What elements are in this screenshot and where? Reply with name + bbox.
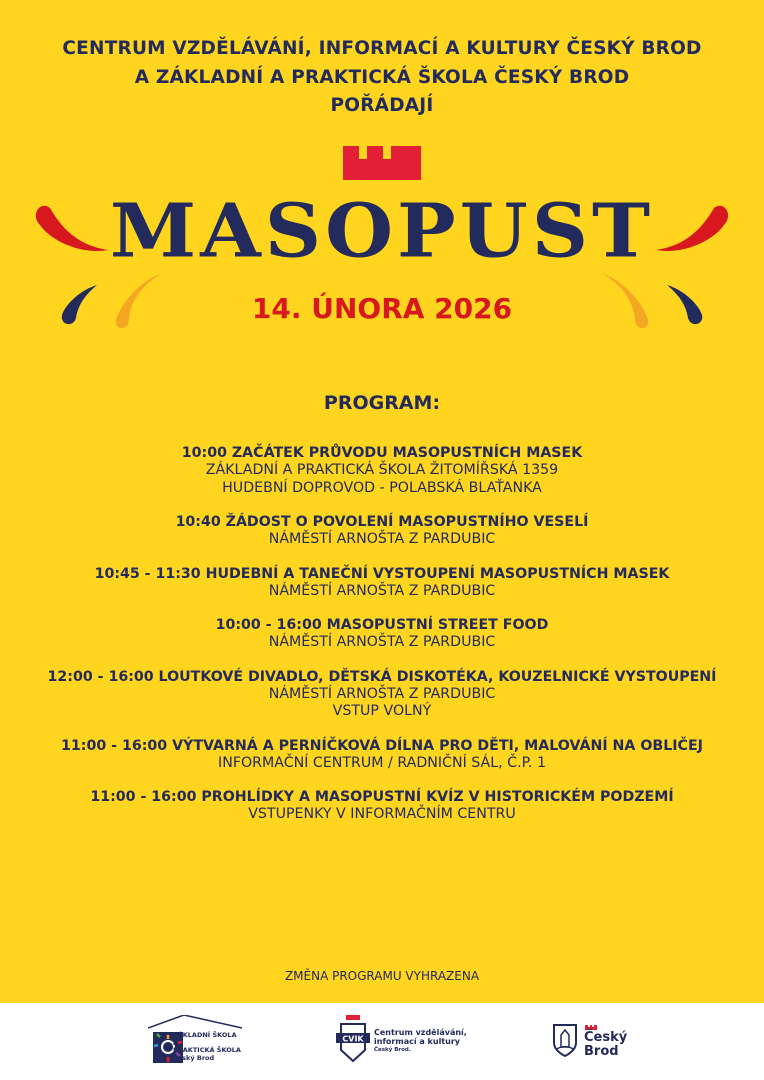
program-list <box>0 444 764 840</box>
program-item-detail: HUDEBNÍ DOPROVOD - POLABSKÁ BLAŤANKA <box>222 479 542 496</box>
program-change-note: ZMĚNA PROGRAMU VYHRAZENA <box>284 969 480 983</box>
program-item-title: 10:00 - 16:00 MASOPUSTNÍ STREET FOOD <box>215 617 549 633</box>
organizers-header <box>0 35 764 121</box>
program-item-title: 11:00 - 16:00 PROHLÍDKY A MASOPUSTNÍ KVÍZ V HISTORICKÉM PODZEMÍ <box>90 789 674 805</box>
program-item-title: 10:45 - 11:30 HUDEBNÍ A TANEČNÍ VYSTOUPENÍ MASOPUSTNÍCH MASEK <box>94 565 670 582</box>
program-item-detail: ZÁKLADNÍ A PRAKTICKÁ ŠKOLA ŽITOMÍŘSKÁ 1359 <box>205 462 559 478</box>
program-item-detail: VSTUPENKY V INFORMAČNÍM CENTRU <box>248 806 516 822</box>
program-item-title: 10:00 ZAČÁTEK PRŮVODU MASOPUSTNÍCH MASEK <box>181 445 583 461</box>
program-item-detail: NÁMĚSTÍ ARNOŠTA Z PARDUBIC <box>268 685 496 702</box>
program-item <box>0 565 764 601</box>
program-item-title: 10:40 ŽÁDOST O POVOLENÍ MASOPUSTNÍHO VESELÍ <box>175 514 589 530</box>
program-item-detail: VSTUP VOLNÝ <box>332 703 432 719</box>
program-item-title: 11:00 - 16:00 VÝTVARNÁ A PERNÍČKOVÁ DÍLNA PRO DĚTI, MALOVÁNÍ NA OBLIČEJ <box>61 737 703 754</box>
program-item <box>0 737 764 773</box>
cvik-shield-icon <box>336 1015 370 1063</box>
footer-logos: ZÁKLADNÍ ŠKOLA a PRAKTICKÁ ŠKOLA Český Brod CVIK Centrum vzdělávání, informací a kultury Český Brod. Český Brod <box>0 1003 764 1080</box>
program-item <box>0 668 764 721</box>
program-item-detail: INFORMAČNÍ CENTRUM / RADNIČNÍ SÁL, Č.P. 1 <box>218 754 546 771</box>
program-item-detail: NÁMĚSTÍ ARNOŠTA Z PARDUBIC <box>268 634 496 650</box>
program-item-title: 12:00 - 16:00 LOUTKOVÉ DIVADLO, DĚTSKÁ DISKOTÉKA, KOUZELNICKÉ VYSTOUPENÍ <box>47 668 717 685</box>
header-line: POŘÁDAJÍ <box>330 95 434 116</box>
program-heading: PROGRAM: <box>323 392 441 414</box>
event-title: MASOPUST <box>109 188 655 275</box>
program-item-detail: NÁMĚSTÍ ARNOŠTA Z PARDUBIC <box>268 531 496 547</box>
event-date: 14. ÚNORA 2026 <box>251 292 513 325</box>
program-item-detail: NÁMĚSTÍ ARNOŠTA Z PARDUBIC <box>268 582 496 599</box>
svg-text:CVIK: CVIK <box>342 1034 364 1044</box>
program-item <box>0 444 764 497</box>
town-crest-icon <box>552 1023 578 1057</box>
program-item <box>0 788 764 824</box>
program-item <box>0 513 764 549</box>
header-line: A ZÁKLADNÍ A PRAKTICKÁ ŠKOLA ČESKÝ BROD <box>134 66 630 88</box>
program-item <box>0 616 764 652</box>
crown-icon <box>343 146 421 180</box>
header-line: CENTRUM VZDĚLÁVÁNÍ, INFORMACÍ A KULTURY ČESKÝ BROD <box>62 38 702 59</box>
